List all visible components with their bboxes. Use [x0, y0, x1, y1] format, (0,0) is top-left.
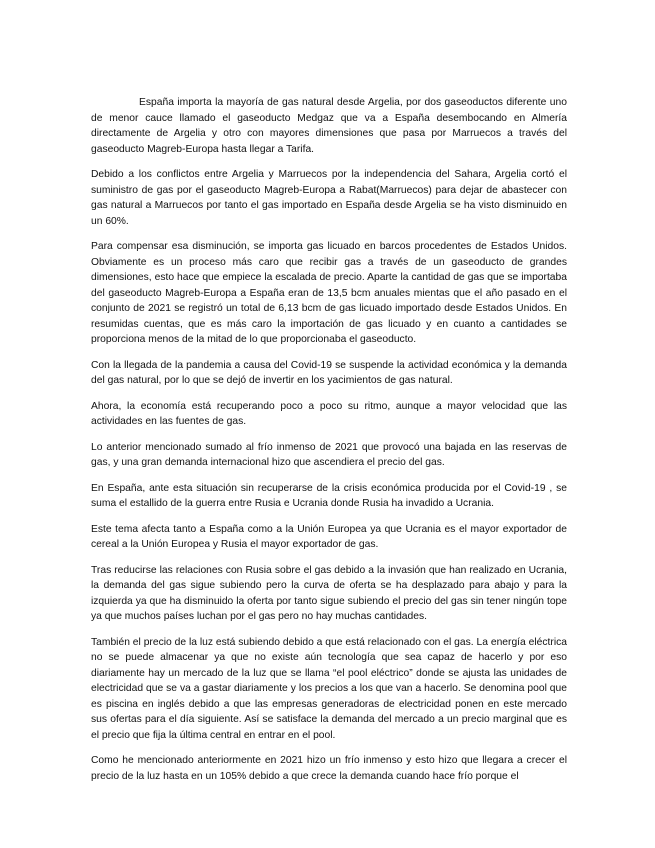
paragraph-3: Para compensar esa disminución, se importa gas licuado en barcos procedentes de Estados Unidos. Obviamente es un proceso más caro que recibir gas a través de un gaseoducto de grandes dimensiones, esto hace que empiece la escalada de precio. Aparte la cantidad de gas que se importaba del gaseoducto Magreb-Europa a España eran de 13,5 bcm anuales mientas que el año pasado en el conjunto de 2021 se registró un total de 6,13 bcm de gas licuado importado desde Estados Unidos. En resumidas cuentas, que es más caro la importación de gas licuado y en cuanto a cantidades se proporciona menos de la mitad de lo que proporcionaba el gaseoducto.: [91, 241, 567, 345]
paragraph-1: España importa la mayoría de gas natural desde Argelia, por dos gaseoductos diferente uno de menor cauce llamado el gaseoducto Medgaz que va a España desembocando en Almería directamente de Argelia y otro con mayores dimensiones que pasa por Marruecos a través del gaseoducto Magreb-Europa hasta llegar a Tarifa.: [91, 97, 567, 155]
paragraph-8: Este tema afecta tanto a España como a la Unión Europea ya que Ucrania es el mayor exportador de cereal a la Unión Europea y Rusia el mayor exportador de gas.: [91, 523, 567, 550]
paragraph-6: Lo anterior mencionado sumado al frío inmenso de 2021 que provocó una bajada en las reservas de gas, y una gran demanda internacional hizo que ascendiera el precio del gas.: [91, 441, 567, 468]
paragraph-5: Ahora, la economía está recuperando poco a poco su ritmo, aunque a mayor velocidad que las actividades en las fuentes de gas.: [91, 400, 567, 427]
paragraph-2: Debido a los conflictos entre Argelia y Marruecos por la independencia del Sahara, Argelia cortó el suministro de gas por el gaseoducto Magreb-Europa a Rabat(Marruecos) para dejar de abastecer con gas natural a Marruecos por tanto el gas importado en España desde Argelia se ha visto disminuido en un 60%.: [91, 169, 567, 227]
paragraph-11: Como he mencionado anteriormente en 2021 hizo un frío inmenso y esto hizo que llegara a crecer el precio de la luz hasta en un 105% debido a que crece la demanda cuando hace frío porque el: [91, 755, 567, 782]
paragraph-4: Con la llegada de la pandemia a causa del Covid-19 se suspende la actividad económica y la demanda del gas natural, por lo que se dejó de invertir en los yacimientos de gas natural.: [91, 359, 567, 386]
document-body: [91, 95, 567, 794]
paragraph-9: Tras reducirse las relaciones con Rusia sobre el gas debido a la invasión que han realizado en Ucrania, la demanda del gas sigue subiendo pero la curva de oferta se ha desplazado para abajo y para la izquierda ya que ha disminuido la oferta por tanto sigue subiendo el precio del gas sin tener ningún tope ya que muchos países luchan por el gas pero no hay muchas cantidades.: [91, 564, 567, 622]
paragraph-7: En España, ante esta situación sin recuperarse de la crisis económica producida por el Covid-19 , se suma el estallido de la guerra entre Rusia e Ucrania donde Rusia ha invadido a Ucrania.: [91, 482, 567, 509]
paragraph-10: También el precio de la luz está subiendo debido a que está relacionado con el gas. La energía eléctrica no se puede almacenar ya que no existe aún tecnología que sea capaz de hacerlo y por eso diariamente hay un mercado de la luz que se llama “el pool eléctrico” donde se ajusta las unidades de electricidad que se va a gastar diariamente y los precios a los que van a hacerlo. Se denomina pool que es piscina en inglés debido a que las empresas generadoras de electricidad ponen en este mercado sus ofertas para el día siguiente. Así se satisface la demanda del mercado a un precio marginal que es el precio que fija la última central en entrar en el pool.: [91, 636, 567, 741]
